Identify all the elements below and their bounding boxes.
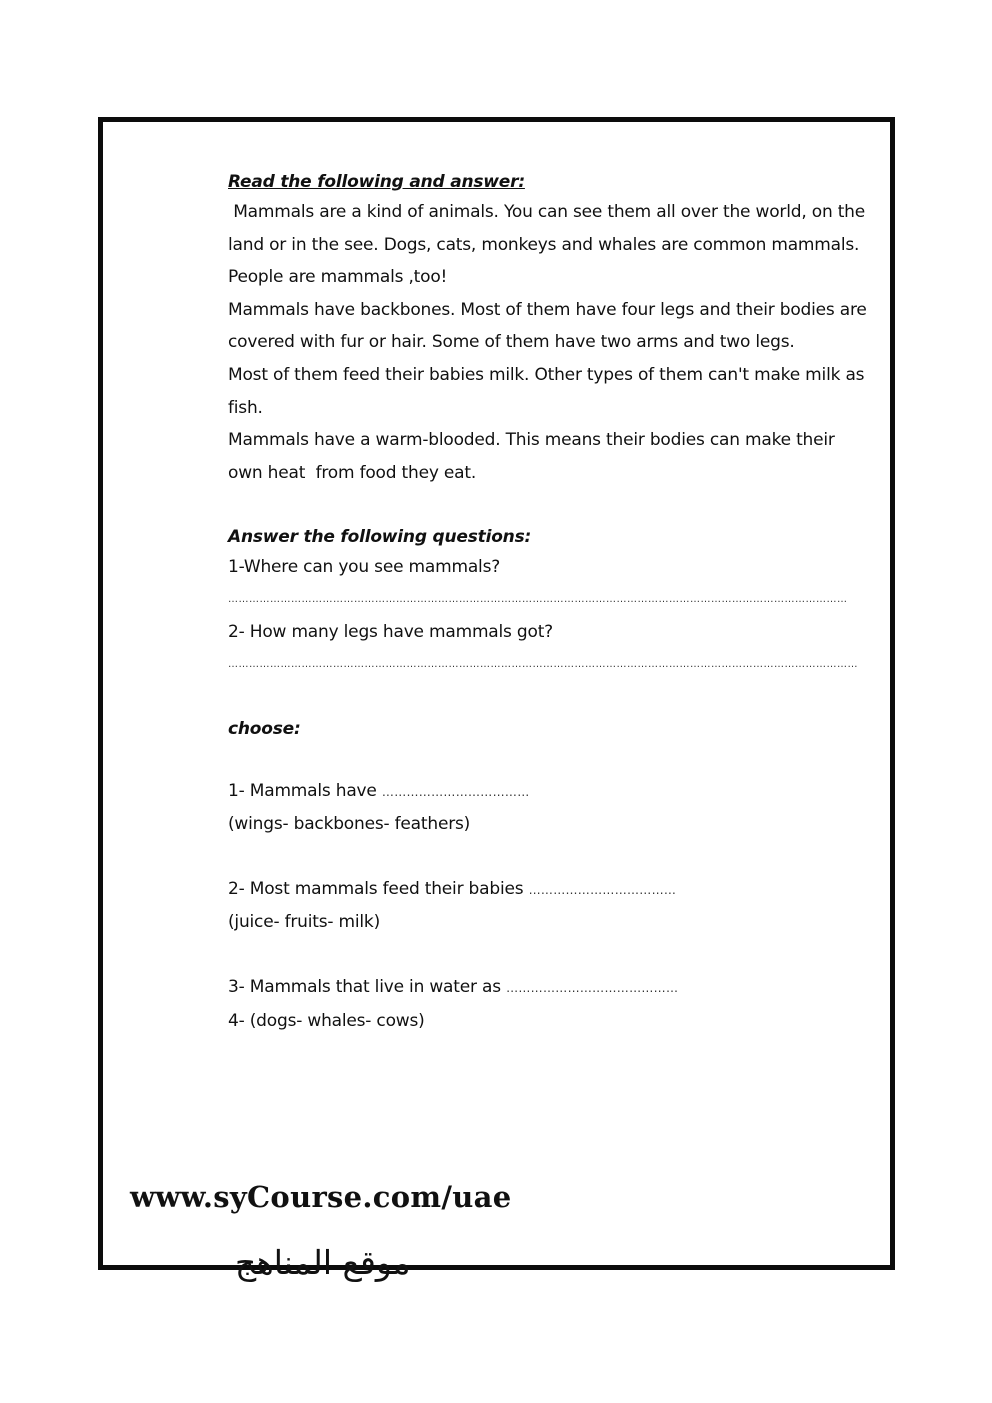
blank-line[interactable]: …………………………………… <box>506 980 679 995</box>
choose-options-3: 4- (dogs- whales- cows) <box>228 1010 425 1031</box>
passage-paragraph: Mammals have a warm-blooded. This means their bodies can make their own heat from food they eat. <box>228 430 840 483</box>
choose-prompt: 2- Most mammals feed their babies <box>228 878 529 899</box>
question-1: 1-Where can you see mammals? <box>228 557 501 578</box>
answer-line-1[interactable]: …………………………………………………………………………………………………………………………………………………………… <box>228 593 848 605</box>
questions-heading: Answer the following questions: <box>228 527 532 548</box>
choose-options-2: (juice- fruits- milk) <box>228 912 381 933</box>
reading-heading: Read the following and answer: <box>228 172 525 192</box>
choose-item-1 <box>228 775 868 809</box>
reading-passage <box>228 196 871 489</box>
question-2: 2- How many legs have mammals got? <box>228 621 553 642</box>
choose-prompt: 1- Mammals have <box>228 780 382 801</box>
choose-options-1: (wings- backbones- feathers) <box>228 814 471 835</box>
choose-item-2 <box>228 873 868 907</box>
blank-line[interactable]: ……………………………… <box>528 882 677 897</box>
blank-line[interactable]: ……………………………… <box>381 784 530 799</box>
choose-heading: choose: <box>228 718 301 739</box>
passage-paragraph: Mammals are a kind of animals. You can see them all over the world, on the land or in the see. Dogs, cats, monkeys and whales are common mammals. People are mammals ,too! <box>228 202 871 288</box>
answer-line-2[interactable]: ……………………………………………………………………………………………………………………………………………………………… <box>228 658 858 670</box>
passage-paragraph: Most of them feed their babies milk. Other types of them can't make milk as fish. <box>228 364 865 418</box>
choose-item-3 <box>228 971 868 1005</box>
website-link[interactable]: www.syCourse.com/uae <box>130 1180 512 1214</box>
passage-paragraph: Mammals have backbones. Most of them have four legs and their bodies are covered with fur or hair. Some of them have two arms and two legs. <box>228 299 867 353</box>
choose-prompt: 3- Mammals that live in water as <box>228 976 507 997</box>
arabic-site-label: موقع المناهج <box>235 1243 411 1282</box>
worksheet-content <box>228 168 871 1037</box>
